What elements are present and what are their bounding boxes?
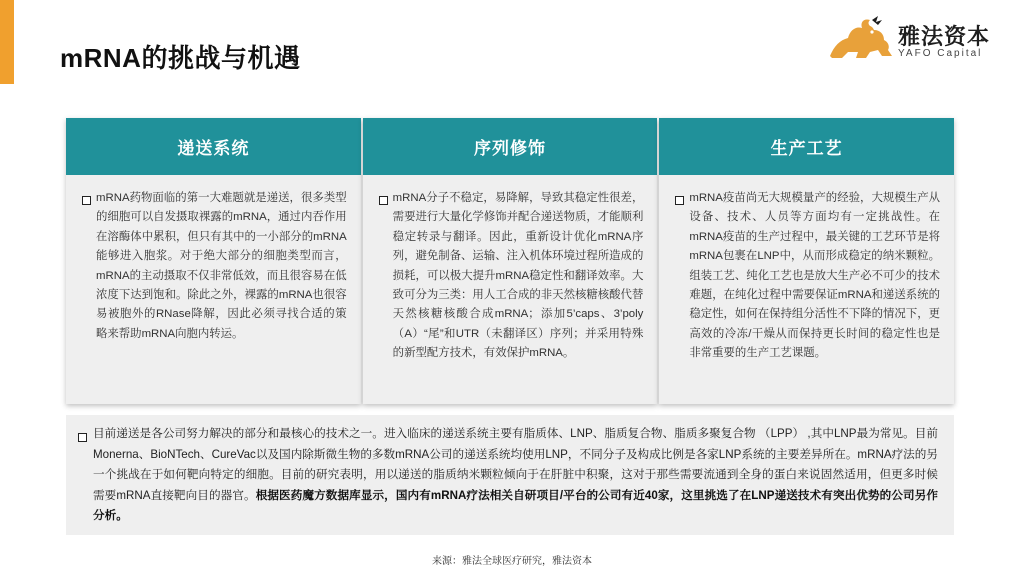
column-header: 序列修饰 — [363, 118, 658, 175]
accent-bar — [0, 0, 14, 84]
column-header: 递送系统 — [66, 118, 361, 175]
company-logo — [826, 16, 1006, 66]
checkbox-bullet-icon — [379, 193, 388, 394]
column-text: mRNA分子不稳定，易降解，导致其稳定性很差，需要进行大量化学修饰并配合递送物质，才能顺利稳定转录与翻译。因此，重新设计优化mRNA序列，避免制备、运输、注入机体环境过程所造成的损耗，可以极大提升mRNA稳定性和翻译效率。大致可分为三类：用人工合成的非天然核糖核酸代替天然核糖核酸合成mRNA；添加5’caps、3’poly（A）“尾”和UTR（未翻译区）序列；并采用特殊的新型配方技术，有效保护mRNA。 — [392, 192, 644, 360]
column-production — [659, 118, 954, 404]
column-body — [659, 175, 954, 404]
column-delivery — [66, 118, 361, 404]
column-text: mRNA疫苗尚无大规模量产的经验，大规模生产从设备、技术、人员等方面均有一定挑战性。在mRNA疫苗的生产过程中，最关键的工艺环节是将mRNA包裹在LNP中，从而形成稳定的纳米颗粒。组装工艺、纯化工艺也是放大生产必不可少的技术难题，在纯化过程中需要保证mRNA和递送系统的稳定性，如何在保持组分活性不下降的情况下，更高效的冷冻/干燥从而保持更长时间的稳定性也是非常重要的生产工艺课题。 — [689, 192, 941, 360]
page-title: mRNA的挑战与机遇 — [60, 43, 301, 73]
column-header: 生产工艺 — [659, 118, 954, 175]
source-footnote: 来源：雅法全球医疗研究，雅法资本 — [432, 556, 592, 567]
column-body — [66, 175, 361, 404]
checkbox-bullet-icon — [675, 193, 684, 394]
logo-cn: 雅法资本 — [898, 24, 991, 49]
note-body: 目前递送是各公司努力解决的部分和最核心的技术之一。进入临床的递送系统主要有脂质体、LNP、脂质复合物、脂质多聚复合物 （LPP） ,其中LNP最为常见。目前Monerna、BioNTech、CureVac以及国内除斯微生物的多数mRNA公司的递送系统均使用LNP，不同分子及构成比例是各家LNP系统的主要差异所在。mRNA疗法的另一个挑战在于如何靶向特定的细胞。目前的研究表明，用以递送的脂质纳米颗粒倾向于在肝脏中积聚，这对于那些需要流通到全身的蛋白来说固然适用，但更多时候需要mRNA直接靶向目的器官。 — [93, 427, 938, 502]
checkbox-bullet-icon — [82, 193, 91, 394]
lion-logo-icon — [826, 16, 898, 64]
logo-en: YAFO Capital — [898, 48, 983, 59]
challenge-columns — [66, 118, 954, 404]
summary-note — [66, 415, 954, 535]
column-text: mRNA药物面临的第一大难题就是递送，很多类型的细胞可以自发摄取裸露的mRNA，通过内吞作用在溶酶体中累积，但只有其中的一小部分的mRNA能够进入胞浆。对于绝大部分的细胞类型而言，mRNA的主动摄取不仅非常低效，而且很容易在低浓度下达到饱和。除此之外，裸露的mRNA也很容易被胞外的RNase降解，因此必须寻找合适的策略来帮助mRNA向胞内转运。 — [96, 192, 347, 340]
checkbox-bullet-icon — [78, 429, 87, 529]
note-text — [93, 424, 938, 529]
note-bold: 根据医药魔方数据库显示，国内有mRNA疗法相关自研项目/平台的公司有近40家，这里挑选了在LNP递送技术有突出优势的公司另作分析。 — [93, 488, 938, 522]
column-body — [363, 175, 658, 404]
column-sequence — [363, 118, 658, 404]
